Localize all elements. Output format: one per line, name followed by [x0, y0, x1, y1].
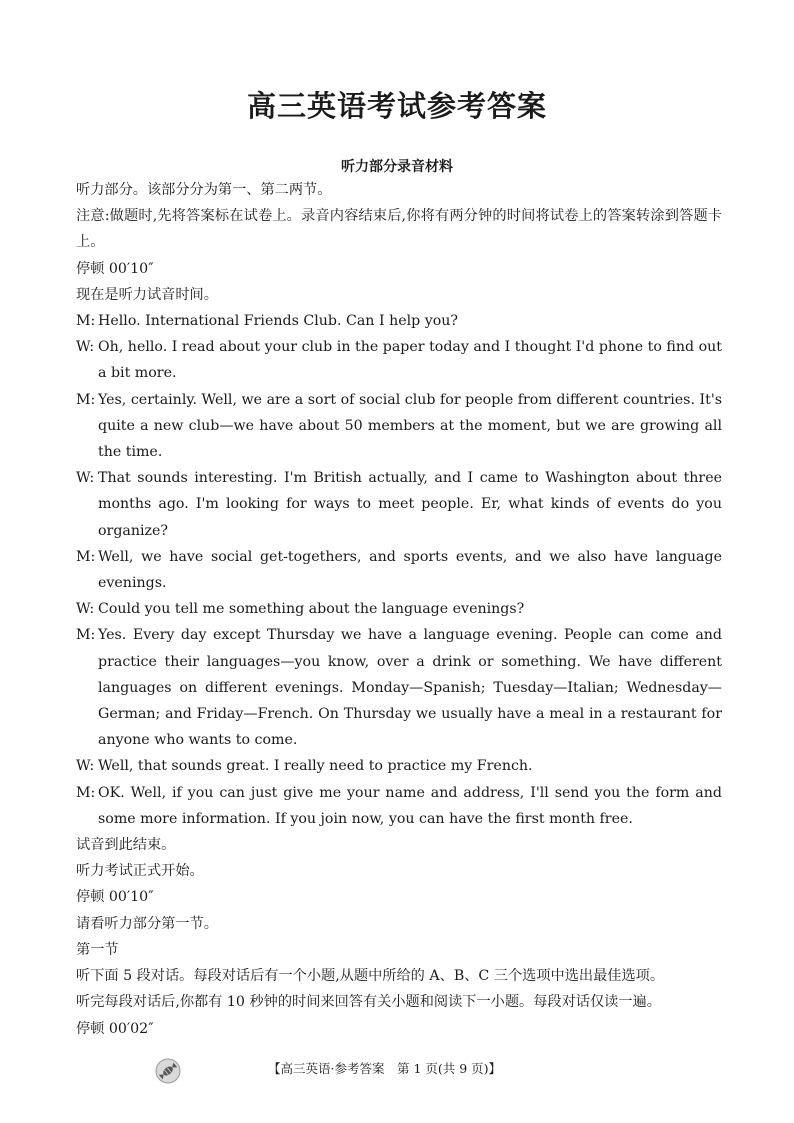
section-subtitle: 听力部分录音材料 [341, 159, 453, 175]
line-text: 听下面 5 段对话。每段对话后有一个小题,从题中所给的 A、B、C 三个选项中选出最佳选项。 [76, 968, 665, 985]
dialogue-line [76, 544, 722, 596]
dialogue-line [76, 596, 722, 622]
line-text: 请看听力部分第一节。 [76, 915, 218, 932]
instruction-line [76, 832, 722, 858]
transcript-body [76, 177, 722, 1042]
line-text: 注意:做题时,先将答案标在试卷上。录音内容结束后,你将有两分钟的时间将试卷上的答案转涂到答题卡上。 [76, 208, 722, 251]
dialogue-line [76, 334, 722, 386]
line-text: 听力考试正式开始。 [76, 863, 204, 880]
instruction-line [76, 203, 722, 255]
line-text: Yes. Every day except Thursday we have a language evening. People can come and practice their languages—you know, over a drink or something. We have different languages on different evenings. Monday—Spanish; Tuesday—Italian; Wednesday—German; and Friday—French. On Thursday we usually have a meal in a restaurant for anyone who wants to come. [98, 627, 722, 749]
dialogue-line [76, 465, 722, 544]
instruction-line [76, 911, 722, 937]
page-title: 高三英语考试参考答案 [246, 89, 547, 123]
line-text: Well, that sounds great. I really need to practice my French. [98, 758, 533, 775]
dialogue-line [76, 780, 722, 832]
page-footer [0, 1058, 794, 1082]
dialogue-line [76, 622, 722, 753]
speaker-label: W: [76, 339, 95, 356]
speaker-label: W: [76, 601, 95, 618]
speaker-label: M: [76, 313, 96, 330]
line-text: Well, we have social get-togethers, and sports events, and we also have language evenings. [98, 548, 722, 592]
instruction-line [76, 858, 722, 884]
instruction-line [76, 1016, 722, 1042]
line-text: Oh, hello. I read about your club in the paper today and I thought I'd phone to find out a bit more. [98, 339, 722, 382]
instruction-line [76, 937, 722, 963]
instruction-line [76, 282, 722, 308]
line-text: 第一节 [76, 941, 119, 958]
line-text: OK. Well, if you can just give me your name and address, I'll send you the form and some more information. If you join now, you can have the first month free. [98, 784, 722, 827]
candy-logo-icon [155, 1058, 181, 1084]
line-text: Hello. International Friends Club. Can I help you? [98, 313, 459, 330]
speaker-label: M: [76, 391, 96, 408]
speaker-label: M: [76, 784, 96, 801]
speaker-label: W: [76, 758, 95, 775]
line-text: Could you tell me something about the language evenings? [98, 601, 525, 618]
line-text: That sounds interesting. I'm British actually, and I came to Washington about three months ago. I'm looking for ways to meet people. Er, what kinds of events do you organize? [98, 470, 722, 539]
dialogue-line [76, 753, 722, 779]
line-text: 停顿 00′10″ [76, 260, 154, 277]
line-text: 听完每段对话后,你都有 10 秒钟的时间来回答有关小题和阅读下一小题。每段对话仅读一遍。 [76, 994, 661, 1011]
dialogue-line [76, 308, 722, 334]
speaker-label: M: [76, 548, 96, 565]
instruction-line [76, 963, 722, 989]
line-text: 听力部分。该部分分为第一、第二两节。 [76, 182, 332, 198]
dialogue-line [76, 387, 722, 466]
line-text: 停顿 00′10″ [76, 889, 154, 906]
instruction-line [76, 256, 722, 282]
speaker-label: W: [76, 470, 95, 487]
speaker-label: M: [76, 627, 96, 644]
page-number-footer: 【高三英语·参考答案 第 1 页(共 9 页)】 [268, 1061, 502, 1076]
line-text: Yes, certainly. Well, we are a sort of social club for people from different countries. It's quite a new club—we have about 50 members at the moment, but we are growing all the time. [98, 391, 722, 461]
line-text: 现在是听力试音时间。 [76, 286, 218, 303]
instruction-line [76, 884, 722, 910]
instruction-line [76, 177, 722, 203]
line-text: 试音到此结束。 [76, 837, 176, 854]
instruction-line [76, 989, 722, 1015]
line-text: 停顿 00′02″ [76, 1020, 154, 1037]
